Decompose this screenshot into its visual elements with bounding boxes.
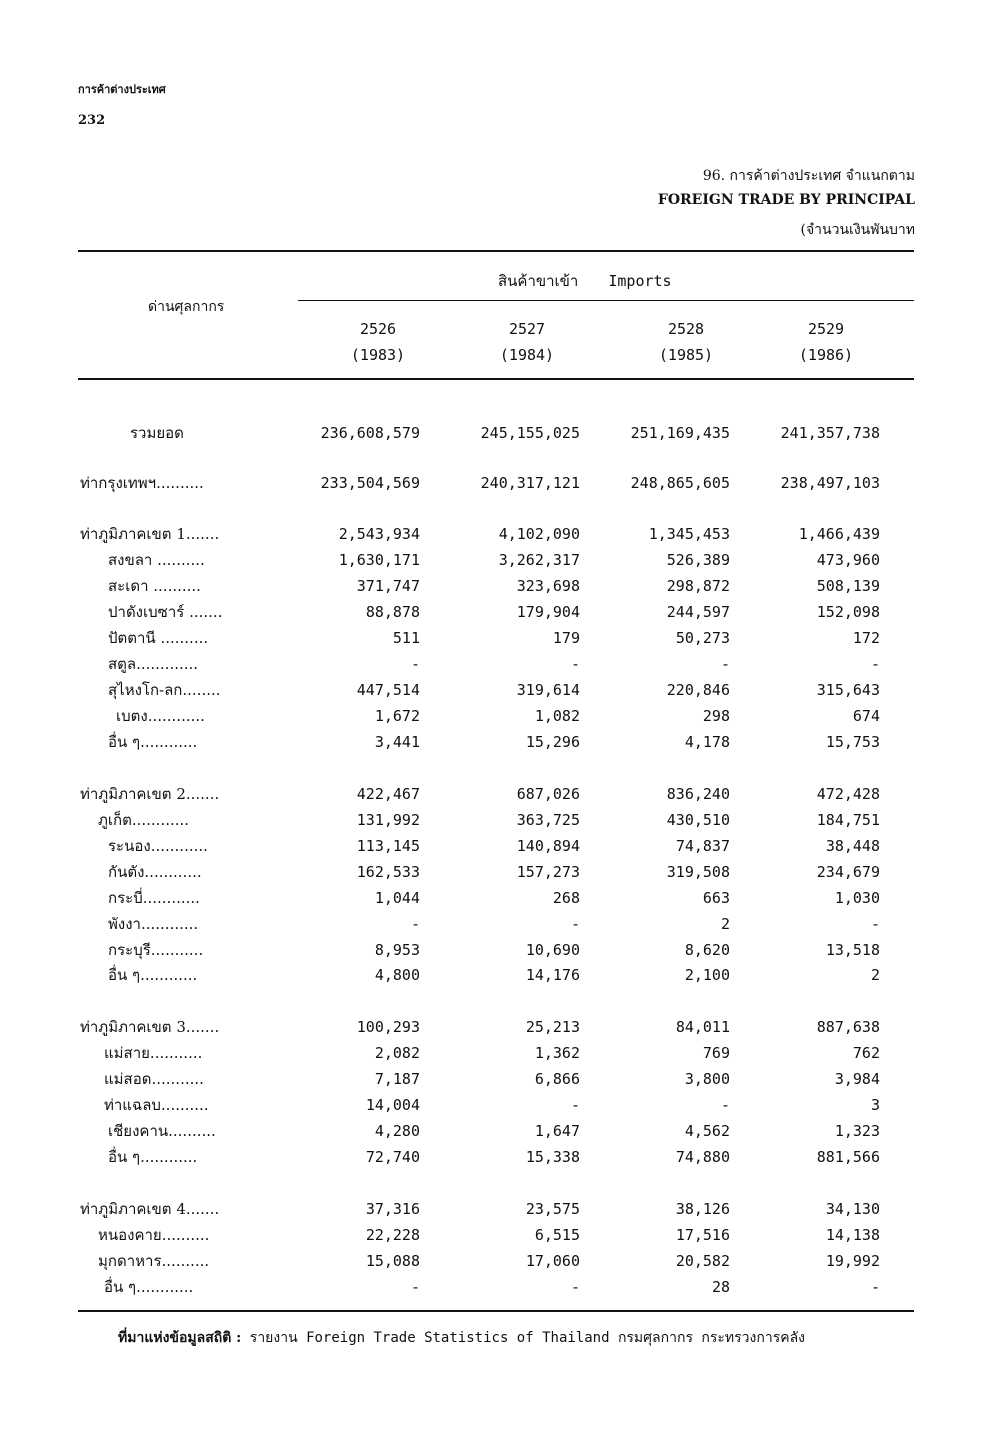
- year-be: 2527: [508, 320, 546, 338]
- row-value: 762: [852, 1044, 880, 1062]
- row-label: ท่าแฉลบ..........: [104, 1096, 209, 1114]
- row-value: 3: [870, 1096, 880, 1114]
- row-value: -: [570, 915, 580, 933]
- row-label: ปาดังเบซาร์ .......: [108, 603, 223, 621]
- table-row: [0, 703, 990, 729]
- row-value: 1,362: [534, 1044, 580, 1062]
- row-label: สะเดา ..........: [108, 577, 201, 595]
- row-value: 1,323: [834, 1122, 880, 1140]
- year-header-2526: [318, 316, 438, 368]
- row-value: 3,262,317: [498, 551, 580, 569]
- row-value: -: [870, 1278, 880, 1296]
- table-row: [0, 547, 990, 573]
- row-value: 511: [392, 629, 420, 647]
- row-value: 430,510: [666, 811, 730, 829]
- row-value: 1,630,171: [338, 551, 420, 569]
- row-value: 526,389: [666, 551, 730, 569]
- row-value: 100,293: [356, 1018, 420, 1036]
- row-label: ภูเก็ต............: [98, 811, 190, 829]
- row-value: 2,543,934: [338, 525, 420, 543]
- table-row: [0, 807, 990, 833]
- header-bottom-rule: [78, 378, 914, 380]
- row-value: 3,984: [834, 1070, 880, 1088]
- row-value: 363,725: [516, 811, 580, 829]
- row-value: -: [410, 1278, 420, 1296]
- row-value: 22,228: [365, 1226, 420, 1244]
- row-value: -: [870, 915, 880, 933]
- row-value: 447,514: [356, 681, 420, 699]
- row-value: 881,566: [816, 1148, 880, 1166]
- row-value: 1,466,439: [798, 525, 880, 543]
- row-value: 15,338: [525, 1148, 580, 1166]
- table-row: [0, 781, 990, 807]
- row-value: 687,026: [516, 785, 580, 803]
- row-value: 371,747: [356, 577, 420, 595]
- table-row: [0, 420, 990, 446]
- row-value: 244,597: [666, 603, 730, 621]
- imports-group-header: [498, 269, 672, 293]
- row-value: -: [570, 655, 580, 673]
- unit-note: (จำนวนเงินพันบาท: [800, 222, 915, 238]
- source-note: [118, 1327, 805, 1349]
- row-label: กระบุรี...........: [108, 941, 204, 959]
- row-value: 140,894: [516, 837, 580, 855]
- row-value: 15,088: [365, 1252, 420, 1270]
- row-value: 72,740: [365, 1148, 420, 1166]
- row-label: สตูล.............: [108, 655, 199, 673]
- row-value: 887,638: [816, 1018, 880, 1036]
- row-label: ท่าภูมิภาคเขต 2.......: [80, 785, 220, 803]
- imports-header-thai: สินค้าขาเข้า: [498, 272, 579, 290]
- row-value: 14,004: [365, 1096, 420, 1114]
- row-value: 6,866: [534, 1070, 580, 1088]
- row-value: 4,178: [684, 733, 730, 751]
- year-be: 2529: [807, 320, 845, 338]
- row-value: 3,800: [684, 1070, 730, 1088]
- table-row: [0, 885, 990, 911]
- row-value: 241,357,738: [780, 424, 880, 442]
- row-value: 17,516: [675, 1226, 730, 1244]
- year-ce: (1984): [499, 346, 555, 364]
- row-value: 1,672: [374, 707, 420, 725]
- source-text: รายงาน Foreign Trade Statistics of Thailand กรมศุลกากร กระทรวงการคลัง: [249, 1330, 805, 1346]
- row-value: 34,130: [825, 1200, 880, 1218]
- year-be: 2526: [359, 320, 397, 338]
- row-value: 234,679: [816, 863, 880, 881]
- row-value: 769: [702, 1044, 730, 1062]
- row-label: ระนอง............: [108, 837, 208, 855]
- year-header-2528: [626, 316, 746, 368]
- table-row: [0, 911, 990, 937]
- table-row: [0, 625, 990, 651]
- row-value: 315,643: [816, 681, 880, 699]
- row-value: 152,098: [816, 603, 880, 621]
- row-value: 8,953: [374, 941, 420, 959]
- row-value: 1,345,453: [648, 525, 730, 543]
- table-row: [0, 677, 990, 703]
- table-row: [0, 1274, 990, 1300]
- row-value: -: [410, 915, 420, 933]
- row-value: 172: [852, 629, 880, 647]
- row-value: 23,575: [525, 1200, 580, 1218]
- table-bottom-rule: [78, 1310, 914, 1312]
- table-row: [0, 937, 990, 963]
- table-row: [0, 1144, 990, 1170]
- row-value: 15,296: [525, 733, 580, 751]
- row-value: 3,441: [374, 733, 420, 751]
- row-value: 472,428: [816, 785, 880, 803]
- row-value: 1,044: [374, 889, 420, 907]
- row-value: 162,533: [356, 863, 420, 881]
- row-value: 238,497,103: [780, 474, 880, 492]
- row-value: 233,504,569: [320, 474, 420, 492]
- row-label: ท่าภูมิภาคเขต 3.......: [80, 1018, 220, 1036]
- row-value: 268: [552, 889, 580, 907]
- table-row: [0, 1248, 990, 1274]
- row-value: 74,837: [675, 837, 730, 855]
- row-value: 248,865,605: [630, 474, 730, 492]
- row-value: -: [410, 655, 420, 673]
- table-row: [0, 833, 990, 859]
- row-label: เชียงคาน..........: [108, 1122, 216, 1140]
- row-value: 19,992: [825, 1252, 880, 1270]
- row-value: 4,280: [374, 1122, 420, 1140]
- row-label: หนองคาย..........: [98, 1226, 210, 1244]
- row-value: 8,620: [684, 941, 730, 959]
- row-value: 508,139: [816, 577, 880, 595]
- row-label: เบตง............: [116, 707, 205, 725]
- row-label: สงขลา ..........: [108, 551, 205, 569]
- row-value: 422,467: [356, 785, 420, 803]
- row-label: อื่น ๆ............: [108, 1148, 198, 1166]
- row-value: 10,690: [525, 941, 580, 959]
- row-value: 4,102,090: [498, 525, 580, 543]
- row-value: 1,647: [534, 1122, 580, 1140]
- row-value: 14,176: [525, 966, 580, 984]
- row-value: 319,614: [516, 681, 580, 699]
- row-value: 2,100: [684, 966, 730, 984]
- row-value: -: [570, 1278, 580, 1296]
- group-header-rule: [298, 300, 914, 301]
- table-row: [0, 962, 990, 988]
- row-value: 13,518: [825, 941, 880, 959]
- row-value: 2: [720, 915, 730, 933]
- row-label: ท่าภูมิภาคเขต 4.......: [80, 1200, 220, 1218]
- table-row: [0, 859, 990, 885]
- row-value: 251,169,435: [630, 424, 730, 442]
- table-row: [0, 1196, 990, 1222]
- table-row: [0, 1066, 990, 1092]
- table-row: [0, 521, 990, 547]
- table-row: [0, 1040, 990, 1066]
- page-number: 232: [78, 113, 106, 128]
- table-title-english: FOREIGN TRADE BY PRINCIPAL: [657, 192, 915, 208]
- row-label: กระบี่............: [108, 889, 200, 907]
- table-row: [0, 1118, 990, 1144]
- row-value: 74,880: [675, 1148, 730, 1166]
- row-value: 298,872: [666, 577, 730, 595]
- row-value: 319,508: [666, 863, 730, 881]
- row-value: 15,753: [825, 733, 880, 751]
- row-value: 1,030: [834, 889, 880, 907]
- table-row: [0, 651, 990, 677]
- table-row: [0, 729, 990, 755]
- row-value: -: [720, 655, 730, 673]
- row-value: 674: [852, 707, 880, 725]
- year-ce: (1983): [350, 346, 406, 364]
- row-value: 28: [711, 1278, 730, 1296]
- row-value: 113,145: [356, 837, 420, 855]
- row-value: 7,187: [374, 1070, 420, 1088]
- row-value: 84,011: [675, 1018, 730, 1036]
- row-value: 17,060: [525, 1252, 580, 1270]
- row-value: 663: [702, 889, 730, 907]
- row-value: 184,751: [816, 811, 880, 829]
- imports-header-english: Imports: [608, 272, 672, 290]
- row-label: อื่น ๆ............: [108, 733, 198, 751]
- row-value: 14,138: [825, 1226, 880, 1244]
- source-label: ที่มาแห่งข้อมูลสถิติ :: [118, 1330, 242, 1346]
- row-value: 6,515: [534, 1226, 580, 1244]
- row-label: ท่าภูมิภาคเขต 1.......: [80, 525, 220, 543]
- row-value: -: [570, 1096, 580, 1114]
- row-label: พังงา............: [108, 915, 199, 933]
- row-value: 38,448: [825, 837, 880, 855]
- row-value: 2: [870, 966, 880, 984]
- row-label: อื่น ๆ............: [104, 1278, 194, 1296]
- row-value: 4,800: [374, 966, 420, 984]
- row-value: 50,273: [675, 629, 730, 647]
- row-value: 240,317,121: [480, 474, 580, 492]
- table-row: [0, 1014, 990, 1040]
- row-label: รวมยอด: [130, 424, 184, 442]
- year-ce: (1986): [798, 346, 854, 364]
- year-header-2527: [467, 316, 587, 368]
- row-value: 20,582: [675, 1252, 730, 1270]
- row-value: 88,878: [365, 603, 420, 621]
- row-value: 157,273: [516, 863, 580, 881]
- row-value: 179,904: [516, 603, 580, 621]
- row-label: กันตัง............: [108, 863, 202, 881]
- stub-column-header: ด่านศุลกากร: [148, 299, 225, 315]
- row-label: แม่สาย...........: [104, 1044, 203, 1062]
- table-row: [0, 1092, 990, 1118]
- table-row: [0, 470, 990, 496]
- row-value: 4,562: [684, 1122, 730, 1140]
- year-ce: (1985): [658, 346, 714, 364]
- row-value: 37,316: [365, 1200, 420, 1218]
- table-title-thai: 96. การค้าต่างประเทศ จำแนกตาม: [702, 168, 915, 184]
- row-value: 245,155,025: [480, 424, 580, 442]
- row-label: มุกดาหาร..........: [98, 1252, 210, 1270]
- row-value: 2,082: [374, 1044, 420, 1062]
- row-value: 220,846: [666, 681, 730, 699]
- row-value: 1,082: [534, 707, 580, 725]
- table-row: [0, 573, 990, 599]
- table-row: [0, 1222, 990, 1248]
- row-value: 298: [702, 707, 730, 725]
- row-value: 179: [552, 629, 580, 647]
- row-value: -: [870, 655, 880, 673]
- row-value: 25,213: [525, 1018, 580, 1036]
- row-label: อื่น ๆ............: [108, 966, 198, 984]
- row-label: ท่ากรุงเทพฯ..........: [80, 474, 204, 492]
- row-value: -: [720, 1096, 730, 1114]
- row-value: 473,960: [816, 551, 880, 569]
- row-value: 236,608,579: [320, 424, 420, 442]
- row-value: 836,240: [666, 785, 730, 803]
- row-label: แม่สอด...........: [104, 1070, 204, 1088]
- running-head: การค้าต่างประเทศ: [78, 83, 166, 96]
- table-row: [0, 599, 990, 625]
- row-value: 131,992: [356, 811, 420, 829]
- year-be: 2528: [667, 320, 705, 338]
- table-top-rule: [78, 250, 914, 252]
- row-label: ปัตตานี ..........: [108, 629, 209, 647]
- row-label: สุไหงโก-ลก........: [108, 681, 221, 699]
- row-value: 38,126: [675, 1200, 730, 1218]
- row-value: 323,698: [516, 577, 580, 595]
- year-header-2529: [766, 316, 886, 368]
